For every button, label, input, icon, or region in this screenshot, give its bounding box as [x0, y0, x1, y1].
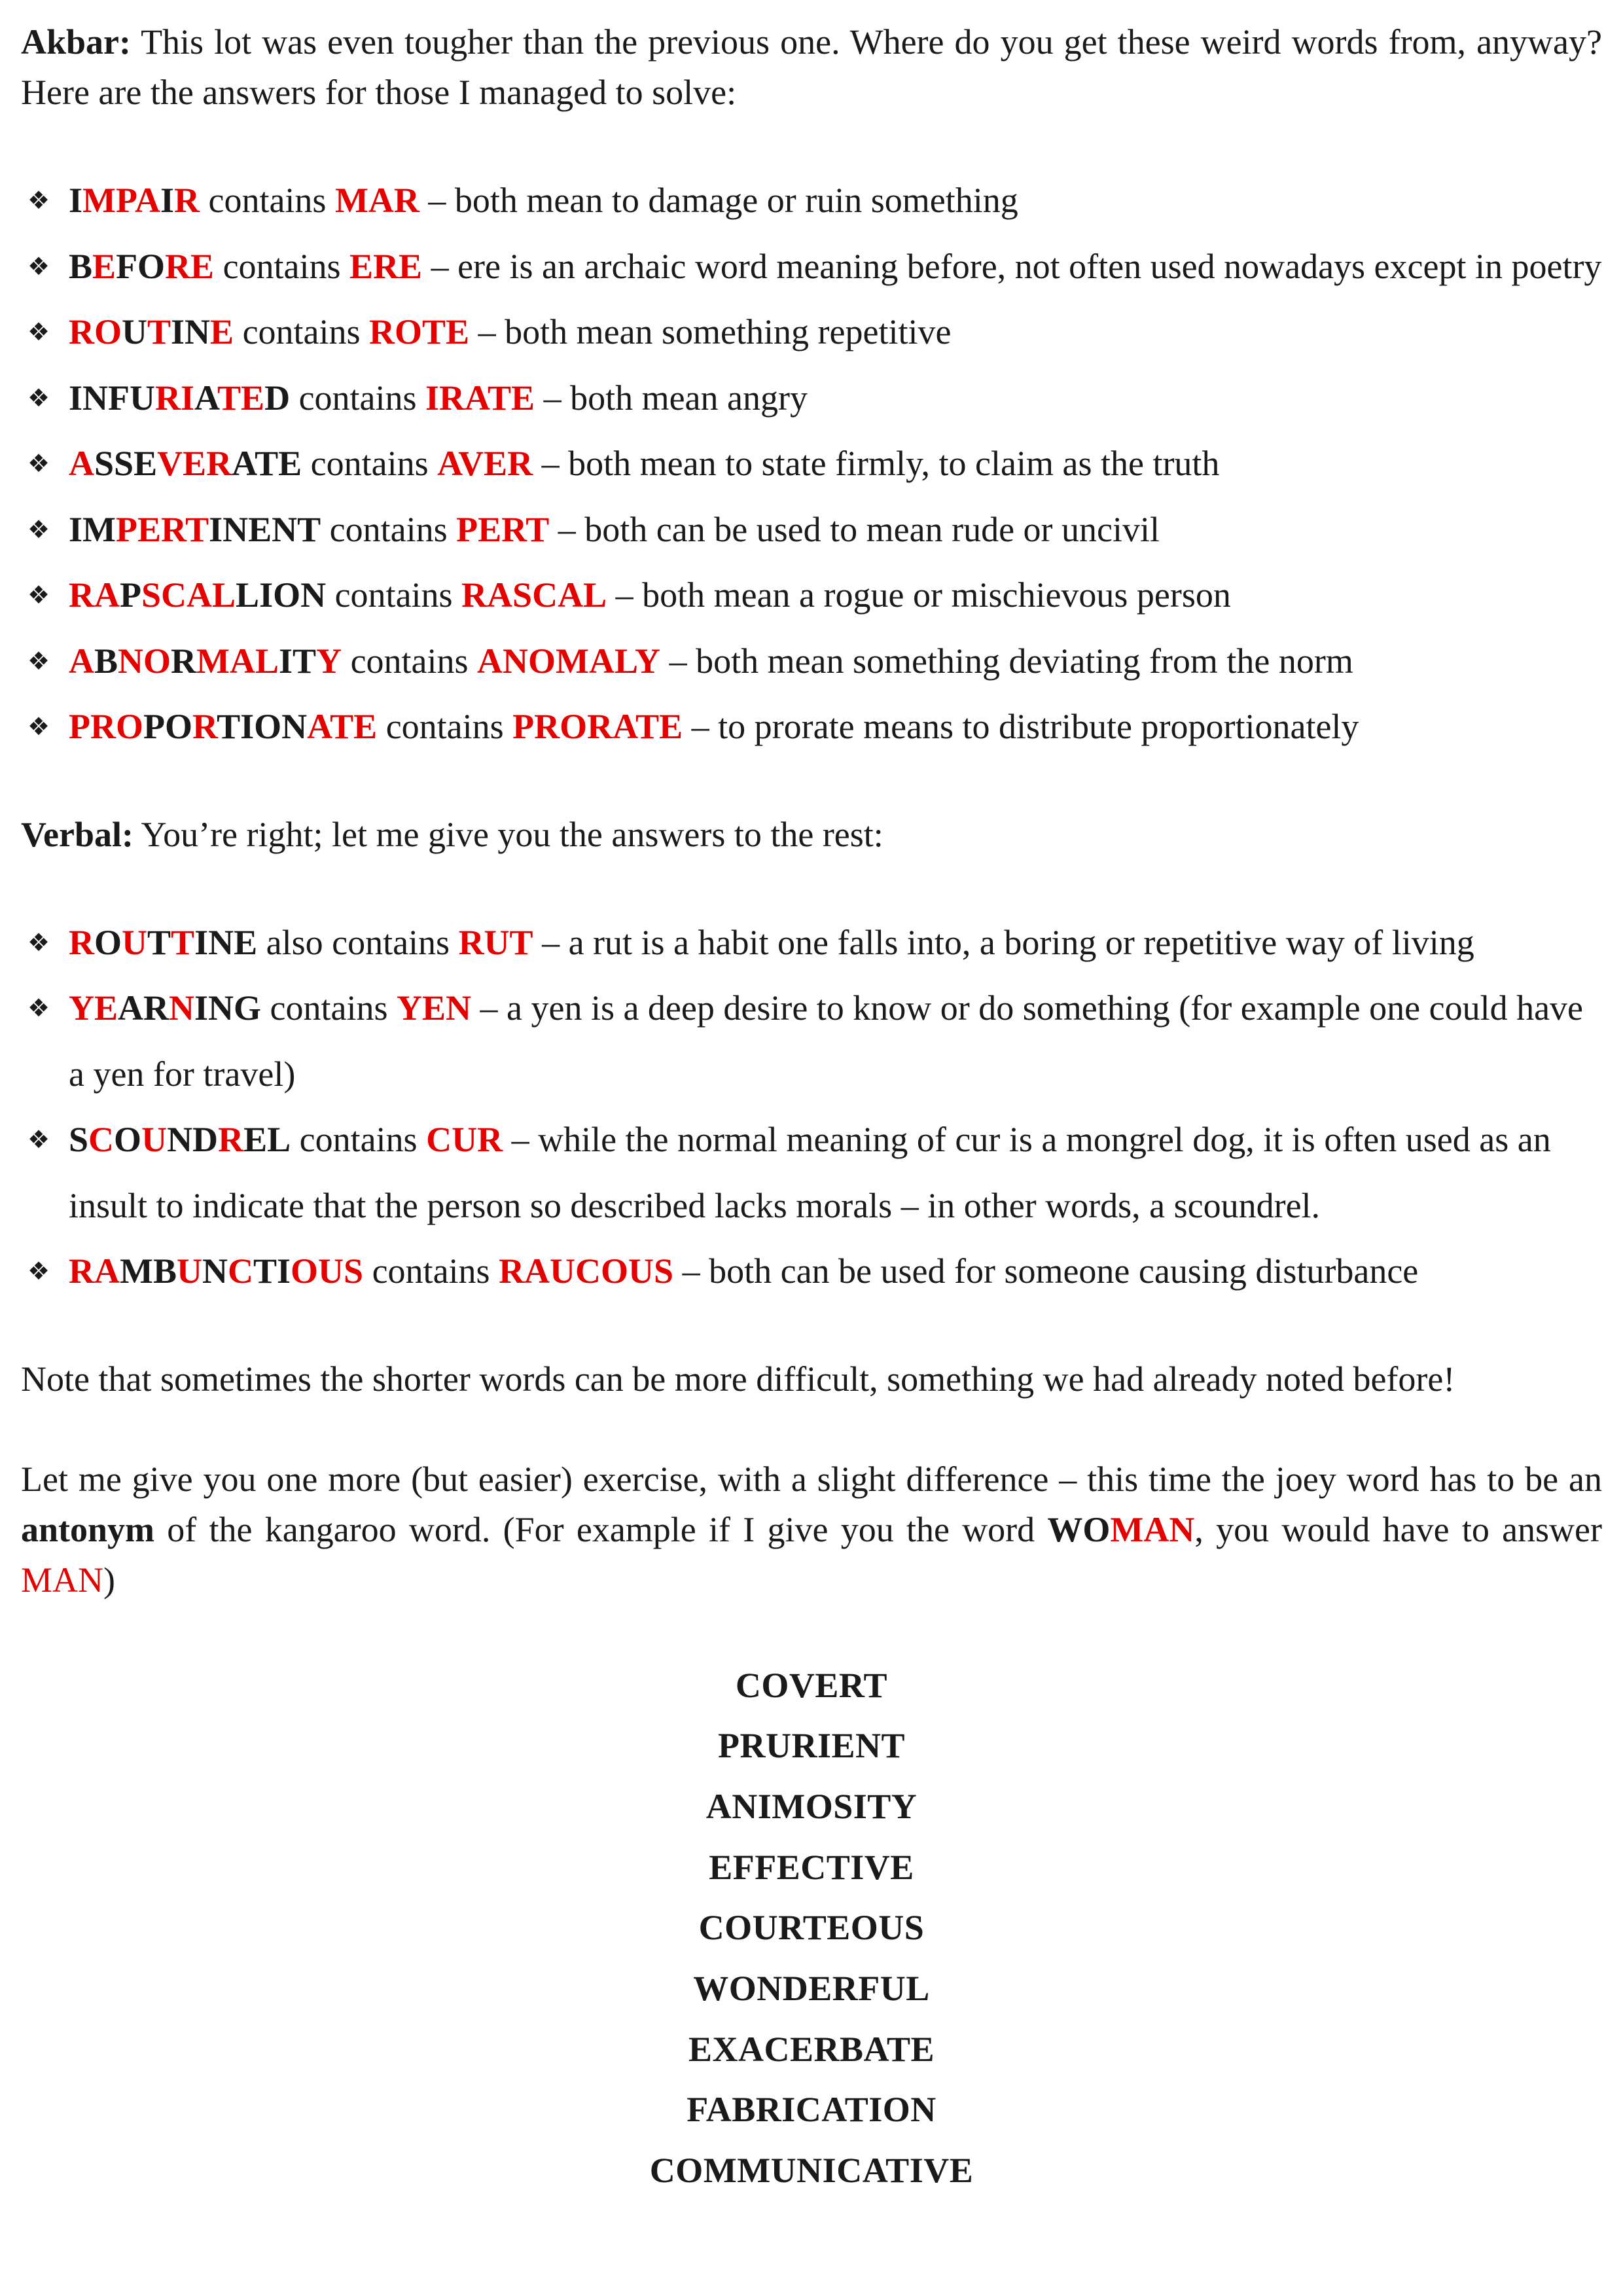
explanation-text: – both mean to state firmly, to claim as the truth: [533, 444, 1220, 483]
explanation-text: – a rut is a habit one falls into, a boring or repetitive way of living: [533, 922, 1474, 962]
example-answer: MAN: [21, 1560, 104, 1600]
joey-word: YEN: [397, 988, 472, 1028]
connector-text: contains: [199, 181, 335, 220]
letter-group: AR: [118, 988, 169, 1028]
akbar-paragraph: [21, 17, 1602, 118]
exercise-word: WONDERFUL: [693, 1969, 930, 2009]
list-item: [21, 168, 1602, 234]
joey-word: CUR: [426, 1120, 503, 1159]
letter-group: TION: [217, 707, 308, 746]
kangaroo-word: [69, 575, 326, 615]
kangaroo-word: [69, 312, 234, 351]
diamond-bullet-icon: ❖: [27, 994, 50, 1022]
letter-group: A: [69, 444, 94, 483]
letter-group: U: [122, 312, 147, 351]
diamond-bullet-icon: ❖: [27, 646, 50, 675]
diamond-bullet-icon: ❖: [27, 1257, 50, 1285]
example-word-red: MAN: [1110, 1509, 1195, 1549]
letter-group: P: [120, 575, 141, 615]
joey-word: ROTE: [369, 312, 470, 351]
kangaroo-word: [69, 510, 321, 549]
joey-word: IRATE: [425, 378, 535, 418]
letter-group: RE: [165, 246, 215, 286]
speaker-akbar: Akbar:: [21, 22, 132, 62]
list-item: [21, 694, 1602, 760]
letter-group: I: [69, 181, 83, 220]
list-item: [21, 628, 1602, 694]
diamond-bullet-icon: ❖: [27, 251, 50, 281]
joey-word: ERE: [349, 246, 423, 286]
explanation-text: – both mean to damage or ruin something: [419, 181, 1018, 220]
letter-group: MPA: [82, 181, 160, 220]
kangaroo-word: [69, 707, 377, 746]
connector-text: contains: [377, 707, 513, 746]
kangaroo-word: [69, 641, 342, 681]
exercise-word: COURTEOUS: [698, 1908, 925, 1948]
exercise-word: COVERT: [735, 1665, 888, 1705]
letter-group: U: [141, 1120, 168, 1159]
diamond-bullet-icon: ❖: [27, 581, 50, 609]
kangaroo-word: [69, 378, 290, 418]
exercise-word: FABRICATION: [687, 2090, 936, 2130]
letter-group: N: [202, 1251, 228, 1291]
joey-word: RAUCOUS: [499, 1251, 674, 1291]
answers-list-akbar: [21, 168, 1602, 760]
list-item: [21, 234, 1602, 300]
diamond-bullet-icon: ❖: [27, 317, 50, 346]
kangaroo-word: [69, 444, 302, 483]
letter-group: R: [171, 641, 197, 681]
letter-group: NO: [118, 641, 171, 681]
connector-text: contains: [214, 246, 350, 286]
letter-group: IN: [171, 312, 211, 351]
connector-text: contains: [363, 1251, 499, 1291]
explanation-text: – both mean something repetitive: [469, 312, 952, 351]
letter-group: B: [69, 246, 93, 286]
joey-word: PRORATE: [512, 707, 683, 746]
letter-group: SSE: [94, 444, 158, 483]
connector-text: contains: [291, 1120, 427, 1159]
list-item: [21, 1107, 1602, 1238]
explanation-text: – ere is an archaic word meaning before, not often used nowadays except in poetry: [422, 246, 1602, 286]
joey-word: MAR: [334, 181, 419, 220]
letter-group: IT: [279, 641, 317, 681]
connector-text: also contains: [257, 922, 459, 962]
antonym-bold: antonym: [21, 1509, 155, 1549]
letter-group: E: [92, 246, 116, 286]
kangaroo-word: [69, 988, 261, 1028]
joey-word: RASCAL: [461, 575, 607, 615]
letter-group: R: [173, 181, 200, 220]
letter-group: U: [122, 922, 148, 962]
connector-text: contains: [326, 575, 462, 615]
letter-group: ING: [194, 988, 262, 1028]
connector-text: contains: [290, 378, 426, 418]
exercise-text-3: , you would have to answer: [1194, 1509, 1602, 1549]
joey-word: RUT: [458, 922, 533, 962]
letter-group: MAL: [196, 641, 279, 681]
exercise-paragraph: [21, 1454, 1602, 1605]
exercise-word: COMMUNICATIVE: [649, 2151, 974, 2191]
kangaroo-word: [69, 923, 257, 962]
kangaroo-word: [69, 247, 214, 286]
letter-group: ATE: [232, 444, 302, 483]
exercise-word: ANIMOSITY: [705, 1786, 918, 1826]
exercise-word-list: [21, 1655, 1602, 2201]
list-item: [21, 497, 1602, 563]
letter-group: R: [69, 922, 94, 962]
letter-group: S: [69, 1120, 89, 1159]
explanation-text: – both mean angry: [535, 378, 808, 418]
letter-group: INFU: [69, 378, 155, 418]
explanation-text: – to prorate means to distribute proportionately: [683, 707, 1359, 746]
letter-group: I: [160, 181, 174, 220]
exercise-text-1: Let me give you one more (but easier) exercise, with a slight difference – this time the joey word has to be an: [21, 1459, 1602, 1499]
list-item: [21, 365, 1602, 431]
connector-text: contains: [302, 444, 438, 483]
letter-group: FO: [116, 246, 166, 286]
letter-group: N: [169, 988, 195, 1028]
list-item: [21, 299, 1602, 365]
letter-group: C: [88, 1120, 115, 1159]
letter-group: O: [114, 1120, 142, 1159]
letter-group: LION: [236, 575, 327, 615]
letter-group: T: [147, 312, 171, 351]
list-item: [21, 910, 1602, 976]
explanation-text: – a yen is a deep desire to know or do something (for example one could have a yen for travel): [69, 988, 1584, 1094]
explanation-text: – while the normal meaning of cur is a mongrel dog, it is often used as an insult to indicate that the person so described lacks morals – in other words, a scoundrel.: [69, 1120, 1551, 1225]
document-page: [21, 17, 1602, 2201]
letter-group: A: [194, 378, 218, 418]
akbar-text: This lot was even tougher than the previous one. Where do you get these weird words from, anyway? Here are the answers for those I managed to solve:: [21, 22, 1602, 112]
letter-group: OUS: [291, 1251, 364, 1291]
letter-group: R: [192, 707, 217, 746]
joey-word: PERT: [456, 509, 550, 549]
letter-group: ATE: [307, 707, 378, 746]
joey-word: AVER: [437, 444, 533, 483]
explanation-text: – both can be used to mean rude or uncivil: [549, 509, 1160, 549]
exercise-text-2: of the kangaroo word. (For example if I give you the word: [154, 1509, 1048, 1549]
exercise-word: EXACERBATE: [688, 2029, 935, 2069]
letter-group: IM: [69, 509, 116, 549]
list-item: [21, 975, 1602, 1107]
kangaroo-word: [69, 181, 200, 220]
letter-group: E: [210, 312, 234, 351]
connector-text: contains: [261, 988, 397, 1028]
letter-group: T: [171, 922, 195, 962]
letter-group: RO: [69, 312, 122, 351]
diamond-bullet-icon: ❖: [27, 383, 50, 412]
letter-group: B: [94, 641, 118, 681]
explanation-text: – both can be used for someone causing disturbance: [673, 1251, 1419, 1291]
exercise-word: EFFECTIVE: [709, 1847, 914, 1887]
diamond-bullet-icon: ❖: [27, 712, 50, 741]
explanation-text: – both mean something deviating from the norm: [660, 641, 1353, 681]
diamond-bullet-icon: ❖: [27, 449, 50, 478]
verbal-text: You’re right; let me give you the answers to the rest:: [134, 814, 883, 854]
letter-group: ND: [167, 1120, 219, 1159]
example-word-black: WO: [1047, 1509, 1111, 1549]
connector-text: contains: [234, 312, 370, 351]
letter-group: YE: [69, 988, 118, 1028]
speaker-verbal: Verbal:: [21, 814, 134, 854]
connector-text: contains: [342, 641, 478, 681]
letter-group: RA: [69, 1251, 120, 1291]
letter-group: C: [228, 1251, 253, 1291]
note-paragraph: Note that sometimes the shorter words can be more difficult, something we had already noted before!: [21, 1359, 1455, 1399]
letter-group: INENT: [209, 509, 321, 549]
letter-group: A: [69, 641, 94, 681]
letter-group: TI: [253, 1251, 291, 1291]
letter-group: D: [264, 378, 291, 418]
letter-group: Y: [316, 641, 342, 681]
list-item: [21, 1238, 1602, 1304]
kangaroo-word: [69, 1251, 363, 1291]
letter-group: RA: [69, 575, 120, 615]
letter-group: O: [94, 922, 122, 962]
letter-group: RI: [155, 378, 195, 418]
list-item: [21, 562, 1602, 628]
diamond-bullet-icon: ❖: [27, 186, 50, 215]
letter-group: T: [147, 922, 171, 962]
letter-group: SCAL: [141, 575, 236, 615]
letter-group: EL: [243, 1120, 291, 1159]
letter-group: R: [218, 1120, 244, 1159]
connector-text: contains: [321, 509, 457, 549]
exercise-text-4: ): [103, 1560, 115, 1600]
letter-group: U: [177, 1251, 202, 1291]
kangaroo-word: [69, 1120, 291, 1159]
letter-group: MB: [120, 1251, 177, 1291]
verbal-paragraph: [21, 810, 1602, 860]
joey-word: ANOMALY: [477, 641, 661, 681]
diamond-bullet-icon: ❖: [27, 514, 50, 544]
letter-group: PRO: [69, 707, 143, 746]
letter-group: TE: [217, 378, 265, 418]
letter-group: PERT: [115, 509, 209, 549]
diamond-bullet-icon: ❖: [27, 1125, 50, 1154]
explanation-text: – both mean a rogue or mischievous person: [607, 575, 1231, 615]
letter-group: VER: [157, 444, 232, 483]
letter-group: INE: [194, 922, 258, 962]
letter-group: PO: [143, 707, 192, 746]
diamond-bullet-icon: ❖: [27, 927, 50, 957]
list-item: [21, 431, 1602, 497]
answers-list-verbal: [21, 910, 1602, 1304]
exercise-word: PRURIENT: [717, 1726, 906, 1766]
